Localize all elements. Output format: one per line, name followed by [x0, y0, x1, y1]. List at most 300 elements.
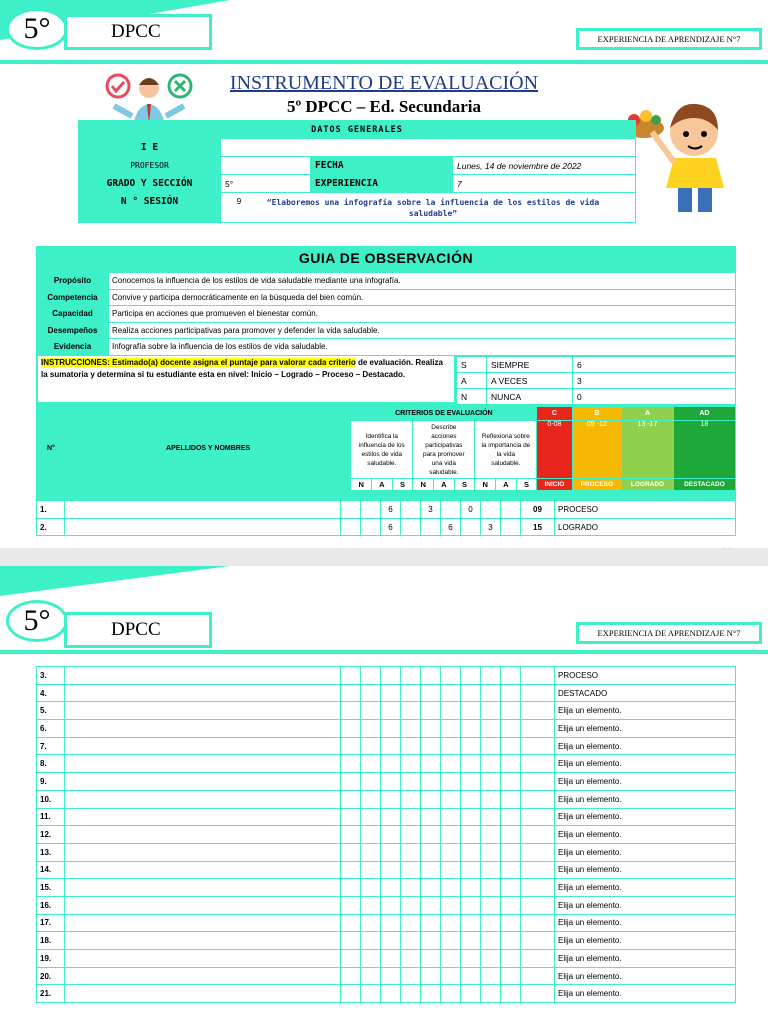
score-cell[interactable]: 6: [381, 518, 401, 536]
student-row: [37, 967, 736, 985]
score-cell[interactable]: [341, 773, 361, 791]
score-cell[interactable]: [341, 985, 361, 1003]
level-dropdown[interactable]: Elija un elemento.: [555, 790, 736, 808]
score-cell[interactable]: [481, 950, 501, 968]
total-score[interactable]: [521, 861, 555, 879]
student-name-field[interactable]: [65, 684, 341, 702]
student-number: 9.: [37, 773, 65, 791]
level-dropdown[interactable]: Elija un elemento.: [555, 808, 736, 826]
student-name-field[interactable]: [65, 896, 341, 914]
score-cell[interactable]: [441, 914, 461, 932]
total-score[interactable]: [521, 896, 555, 914]
total-score[interactable]: [521, 773, 555, 791]
score-cell[interactable]: [441, 843, 461, 861]
score-cell[interactable]: [361, 896, 381, 914]
score-cell[interactable]: [481, 755, 501, 773]
score-cell[interactable]: [401, 967, 421, 985]
score-cell[interactable]: [421, 826, 441, 844]
score-cell[interactable]: [381, 773, 401, 791]
score-cell[interactable]: [441, 702, 461, 720]
score-cell[interactable]: [501, 702, 521, 720]
student-row: [37, 790, 736, 808]
student-with-fruit-illustration: [622, 98, 734, 214]
score-cell[interactable]: [461, 684, 481, 702]
score-cell[interactable]: [481, 914, 501, 932]
score-cell[interactable]: [361, 826, 381, 844]
score-cell[interactable]: [341, 896, 361, 914]
score-cell[interactable]: [341, 826, 361, 844]
level-name: INICIO: [537, 479, 572, 491]
score-cell[interactable]: [341, 861, 361, 879]
score-cell[interactable]: [381, 932, 401, 950]
score-cell[interactable]: [441, 684, 461, 702]
score-cell[interactable]: [421, 967, 441, 985]
experience-field[interactable]: 7: [453, 175, 636, 193]
score-cell[interactable]: [421, 843, 441, 861]
level-dropdown[interactable]: Elija un elemento.: [555, 843, 736, 861]
level-dropdown[interactable]: Elija un elemento.: [555, 755, 736, 773]
score-cell[interactable]: [381, 667, 401, 685]
score-cell[interactable]: [421, 914, 441, 932]
score-cell[interactable]: [501, 985, 521, 1003]
score-cell[interactable]: [461, 755, 481, 773]
student-name-field[interactable]: [65, 914, 341, 932]
score-cell[interactable]: [461, 826, 481, 844]
total-score[interactable]: [521, 985, 555, 1003]
score-cell[interactable]: [341, 967, 361, 985]
score-cell[interactable]: [381, 950, 401, 968]
criterion-1: Identifica la influencia de los estilos de vida saludable.: [351, 421, 413, 479]
total-score[interactable]: [521, 720, 555, 738]
level-dropdown[interactable]: Elija un elemento.: [555, 896, 736, 914]
score-cell[interactable]: [441, 985, 461, 1003]
score-cell[interactable]: [421, 737, 441, 755]
score-cell[interactable]: [401, 808, 421, 826]
score-cell[interactable]: [441, 896, 461, 914]
score-cell[interactable]: [481, 932, 501, 950]
score-cell[interactable]: 6: [381, 501, 401, 519]
level-dropdown[interactable]: Elija un elemento.: [555, 773, 736, 791]
score-cell[interactable]: [461, 843, 481, 861]
level-dropdown[interactable]: Elija un elemento.: [555, 967, 736, 985]
score-cell[interactable]: [461, 808, 481, 826]
score-cell[interactable]: [381, 790, 401, 808]
score-cell[interactable]: [481, 967, 501, 985]
student-row: [37, 518, 736, 536]
score-cell[interactable]: [401, 501, 421, 519]
score-cell[interactable]: [421, 790, 441, 808]
criterion-3: Reflexiona sobre la importancia de la vida saludable.: [475, 421, 537, 479]
score-cell[interactable]: [501, 684, 521, 702]
total-score[interactable]: [521, 967, 555, 985]
total-score[interactable]: 15: [521, 518, 555, 536]
score-cell[interactable]: [501, 843, 521, 861]
total-score[interactable]: [521, 843, 555, 861]
score-cell[interactable]: [441, 808, 461, 826]
criteria-table: [36, 406, 736, 491]
student-name-field[interactable]: [65, 932, 341, 950]
level-dropdown[interactable]: Elija un elemento.: [555, 932, 736, 950]
score-cell[interactable]: [381, 702, 401, 720]
student-row: [37, 914, 736, 932]
score-cell[interactable]: [421, 985, 441, 1003]
score-cell[interactable]: [501, 501, 521, 519]
score-cell[interactable]: [501, 861, 521, 879]
score-cell[interactable]: [421, 684, 441, 702]
score-cell[interactable]: [401, 914, 421, 932]
score-cell[interactable]: [461, 896, 481, 914]
evidence-value[interactable]: Infografía sobre la influencia de los estilos de vida saludable.: [109, 339, 736, 356]
score-cell[interactable]: [361, 861, 381, 879]
student-name-field[interactable]: [65, 950, 341, 968]
total-score[interactable]: [521, 755, 555, 773]
student-name-field[interactable]: [65, 879, 341, 897]
student-name-field[interactable]: [65, 755, 341, 773]
score-cell[interactable]: [441, 667, 461, 685]
score-cell[interactable]: [441, 501, 461, 519]
total-score[interactable]: [521, 737, 555, 755]
session-field[interactable]: [221, 193, 636, 223]
score-cell[interactable]: [481, 684, 501, 702]
score-cell[interactable]: [361, 790, 381, 808]
score-cell[interactable]: [421, 667, 441, 685]
score-cell[interactable]: [441, 737, 461, 755]
score-cell[interactable]: [461, 950, 481, 968]
score-cell[interactable]: [441, 826, 461, 844]
ie-field[interactable]: [221, 139, 636, 157]
score-cell[interactable]: [381, 896, 401, 914]
score-cell[interactable]: [341, 790, 361, 808]
performance-label: Desempeños: [37, 322, 109, 339]
score-cell[interactable]: [361, 808, 381, 826]
student-name-field[interactable]: [65, 720, 341, 738]
score-cell[interactable]: [461, 932, 481, 950]
score-cell[interactable]: [501, 879, 521, 897]
student-number: 10.: [37, 790, 65, 808]
score-cell[interactable]: [461, 518, 481, 536]
score-cell[interactable]: [381, 826, 401, 844]
score-cell[interactable]: [361, 914, 381, 932]
level-dropdown[interactable]: Elija un elemento.: [555, 737, 736, 755]
score-cell[interactable]: [341, 720, 361, 738]
score-cell[interactable]: [501, 773, 521, 791]
score-cell[interactable]: [441, 755, 461, 773]
score-cell[interactable]: [481, 773, 501, 791]
score-cell[interactable]: [421, 861, 441, 879]
score-cell[interactable]: [501, 720, 521, 738]
total-score[interactable]: [521, 826, 555, 844]
score-cell[interactable]: [501, 737, 521, 755]
score-cell[interactable]: [341, 684, 361, 702]
student-name-field[interactable]: [65, 518, 341, 536]
score-cell[interactable]: [441, 720, 461, 738]
score-cell[interactable]: [481, 667, 501, 685]
score-cell[interactable]: [341, 914, 361, 932]
score-cell[interactable]: [421, 755, 441, 773]
score-cell[interactable]: [461, 861, 481, 879]
score-cell[interactable]: [381, 843, 401, 861]
score-cell[interactable]: [401, 518, 421, 536]
score-cell[interactable]: [361, 932, 381, 950]
score-cell[interactable]: [461, 720, 481, 738]
date-field[interactable]: Lunes, 14 de noviembre de 2022: [453, 157, 636, 175]
score-cell[interactable]: [401, 985, 421, 1003]
score-cell[interactable]: [461, 667, 481, 685]
score-cell[interactable]: [361, 950, 381, 968]
session-label: N ° SESIÓN: [79, 193, 221, 223]
student-name-field[interactable]: [65, 790, 341, 808]
score-cell[interactable]: [401, 773, 421, 791]
score-cell[interactable]: [501, 950, 521, 968]
score-cell[interactable]: [401, 667, 421, 685]
score-cell[interactable]: [481, 985, 501, 1003]
student-row: [37, 702, 736, 720]
score-cell[interactable]: [361, 720, 381, 738]
score-cell[interactable]: [361, 667, 381, 685]
student-name-field[interactable]: [65, 808, 341, 826]
student-name-field[interactable]: [65, 861, 341, 879]
scale-label: NUNCA: [487, 389, 573, 405]
score-cell[interactable]: [501, 932, 521, 950]
score-cell[interactable]: [361, 843, 381, 861]
score-cell[interactable]: [341, 737, 361, 755]
mark-s: S: [516, 479, 537, 491]
header-corner-decoration: [0, 566, 230, 596]
score-cell[interactable]: [381, 914, 401, 932]
total-score[interactable]: [521, 932, 555, 950]
score-cell[interactable]: [341, 702, 361, 720]
session-number: 9: [236, 196, 242, 206]
score-cell[interactable]: 0: [461, 501, 481, 519]
score-cell[interactable]: [441, 967, 461, 985]
score-cell[interactable]: [421, 518, 441, 536]
score-cell[interactable]: [381, 808, 401, 826]
score-cell[interactable]: [501, 967, 521, 985]
scale-points: 6: [573, 357, 736, 373]
students-table-page-1: [36, 500, 736, 536]
level-name: LOGRADO: [622, 479, 674, 491]
score-cell[interactable]: [401, 843, 421, 861]
total-score[interactable]: [521, 684, 555, 702]
score-cell[interactable]: [481, 879, 501, 897]
score-cell[interactable]: [421, 950, 441, 968]
score-cell[interactable]: [361, 684, 381, 702]
teacher-field[interactable]: [221, 157, 311, 175]
score-cell[interactable]: [401, 737, 421, 755]
score-cell[interactable]: [341, 518, 361, 536]
total-score[interactable]: [521, 950, 555, 968]
score-cell[interactable]: [401, 861, 421, 879]
score-cell[interactable]: [381, 985, 401, 1003]
score-cell[interactable]: [501, 896, 521, 914]
score-cell[interactable]: [381, 755, 401, 773]
score-cell[interactable]: [401, 684, 421, 702]
score-cell[interactable]: [461, 914, 481, 932]
score-cell[interactable]: [361, 985, 381, 1003]
score-cell[interactable]: [461, 985, 481, 1003]
score-cell[interactable]: [421, 932, 441, 950]
score-cell[interactable]: [341, 879, 361, 897]
score-cell[interactable]: [381, 720, 401, 738]
score-cell[interactable]: [361, 501, 381, 519]
student-name-field[interactable]: [65, 737, 341, 755]
mark-s: S: [454, 479, 475, 491]
level-range: 13 -17: [622, 421, 674, 479]
score-cell[interactable]: [401, 879, 421, 897]
score-cell[interactable]: [341, 843, 361, 861]
score-cell[interactable]: [461, 773, 481, 791]
grade-badge: 5°: [6, 600, 68, 642]
purpose-value[interactable]: Conocemos la influencia de los estilos de vida saludable mediante una infografía.: [109, 273, 736, 290]
score-cell[interactable]: [481, 896, 501, 914]
competence-value[interactable]: Convive y participa democráticamente en la búsqueda del bien común.: [109, 289, 736, 306]
level-dropdown[interactable]: Elija un elemento.: [555, 914, 736, 932]
experience-label: EXPERIENCIA DE APRENDIZAJE N°7: [576, 28, 762, 50]
score-cell[interactable]: [481, 808, 501, 826]
score-cell[interactable]: [401, 790, 421, 808]
student-number: 19.: [37, 950, 65, 968]
score-cell[interactable]: [381, 684, 401, 702]
score-cell[interactable]: [461, 790, 481, 808]
score-cell[interactable]: [481, 501, 501, 519]
grade-section-field[interactable]: 5°: [221, 175, 311, 193]
score-cell[interactable]: [381, 737, 401, 755]
score-cell[interactable]: [341, 755, 361, 773]
total-score[interactable]: [521, 790, 555, 808]
student-number: 5.: [37, 702, 65, 720]
score-cell[interactable]: [401, 720, 421, 738]
score-cell[interactable]: [441, 790, 461, 808]
score-cell[interactable]: [461, 702, 481, 720]
level-dropdown[interactable]: Elija un elemento.: [555, 826, 736, 844]
score-cell[interactable]: [421, 808, 441, 826]
student-name-field[interactable]: [65, 967, 341, 985]
level-dropdown[interactable]: PROCESO: [555, 501, 736, 519]
student-row: [37, 861, 736, 879]
score-cell[interactable]: [441, 950, 461, 968]
score-cell[interactable]: [381, 967, 401, 985]
student-name-field[interactable]: [65, 702, 341, 720]
level-dropdown[interactable]: Elija un elemento.: [555, 879, 736, 897]
level-dropdown[interactable]: DESTACADO: [555, 684, 736, 702]
student-name-field[interactable]: [65, 501, 341, 519]
score-cell[interactable]: [481, 702, 501, 720]
level-dropdown[interactable]: Elija un elemento.: [555, 702, 736, 720]
score-cell[interactable]: [501, 826, 521, 844]
score-cell[interactable]: [361, 967, 381, 985]
score-cell[interactable]: [401, 896, 421, 914]
score-cell[interactable]: [401, 755, 421, 773]
grade-badge: 5°: [6, 8, 68, 50]
mark-a: A: [496, 479, 517, 491]
score-cell[interactable]: [481, 826, 501, 844]
score-cell[interactable]: [501, 667, 521, 685]
score-cell[interactable]: [361, 702, 381, 720]
level-dropdown[interactable]: Elija un elemento.: [555, 985, 736, 1003]
score-cell[interactable]: 6: [441, 518, 461, 536]
score-cell[interactable]: [441, 879, 461, 897]
total-score[interactable]: [521, 879, 555, 897]
total-score[interactable]: [521, 808, 555, 826]
score-cell[interactable]: [441, 932, 461, 950]
performance-value[interactable]: Realiza acciones participativas para promover y defender la vida saludable.: [109, 322, 736, 339]
score-cell[interactable]: [361, 755, 381, 773]
score-cell[interactable]: [381, 879, 401, 897]
score-cell[interactable]: [501, 790, 521, 808]
score-cell[interactable]: 3: [421, 501, 441, 519]
score-cell[interactable]: [421, 879, 441, 897]
score-cell[interactable]: [401, 826, 421, 844]
score-cell[interactable]: [361, 879, 381, 897]
score-cell[interactable]: [501, 808, 521, 826]
level-dropdown[interactable]: LOGRADO: [555, 518, 736, 536]
score-cell[interactable]: [441, 773, 461, 791]
total-score[interactable]: [521, 667, 555, 685]
score-cell[interactable]: [401, 950, 421, 968]
score-cell[interactable]: [461, 967, 481, 985]
score-cell[interactable]: [341, 950, 361, 968]
score-cell[interactable]: [501, 755, 521, 773]
score-cell[interactable]: [341, 501, 361, 519]
total-score[interactable]: [521, 914, 555, 932]
score-cell[interactable]: [421, 773, 441, 791]
score-cell[interactable]: [461, 879, 481, 897]
score-cell[interactable]: [341, 932, 361, 950]
mark-n: N: [413, 479, 434, 491]
student-name-field[interactable]: [65, 985, 341, 1003]
student-name-field[interactable]: [65, 667, 341, 685]
student-name-field[interactable]: [65, 773, 341, 791]
score-cell[interactable]: [481, 737, 501, 755]
score-cell[interactable]: [481, 720, 501, 738]
level-dropdown[interactable]: Elija un elemento.: [555, 861, 736, 879]
level-dropdown[interactable]: Elija un elemento.: [555, 950, 736, 968]
score-cell[interactable]: [461, 737, 481, 755]
score-cell[interactable]: [401, 932, 421, 950]
score-cell[interactable]: [501, 518, 521, 536]
capacity-value[interactable]: Participa en acciones que promueven el bienestar común.: [109, 306, 736, 323]
student-name-field[interactable]: [65, 826, 341, 844]
score-cell[interactable]: [421, 720, 441, 738]
score-cell[interactable]: [361, 773, 381, 791]
score-cell[interactable]: [421, 702, 441, 720]
score-cell[interactable]: [441, 861, 461, 879]
level-dropdown[interactable]: Elija un elemento.: [555, 720, 736, 738]
score-cell[interactable]: 3: [481, 518, 501, 536]
student-name-field[interactable]: [65, 843, 341, 861]
score-cell[interactable]: [421, 896, 441, 914]
document-title: INSTRUMENTO DE EVALUACIÓN: [229, 72, 539, 94]
score-cell[interactable]: [501, 914, 521, 932]
total-score[interactable]: [521, 702, 555, 720]
level-dropdown[interactable]: PROCESO: [555, 667, 736, 685]
score-cell[interactable]: [481, 861, 501, 879]
score-cell[interactable]: [381, 861, 401, 879]
score-cell[interactable]: [341, 808, 361, 826]
total-score[interactable]: 09: [521, 501, 555, 519]
score-cell[interactable]: [481, 843, 501, 861]
score-cell[interactable]: [481, 790, 501, 808]
student-number: 11.: [37, 808, 65, 826]
score-cell[interactable]: [341, 667, 361, 685]
score-cell[interactable]: [401, 702, 421, 720]
mark-s: S: [392, 479, 413, 491]
student-number: 12.: [37, 826, 65, 844]
instructions-rest: de evaluación. Realiza la sumatoria y determina si tu estudiante esta en nivel: Inicio – Logrado – Proceso – Destacado.: [41, 358, 443, 379]
score-cell[interactable]: [361, 518, 381, 536]
student-number: 2.: [37, 518, 65, 536]
score-cell[interactable]: [361, 737, 381, 755]
